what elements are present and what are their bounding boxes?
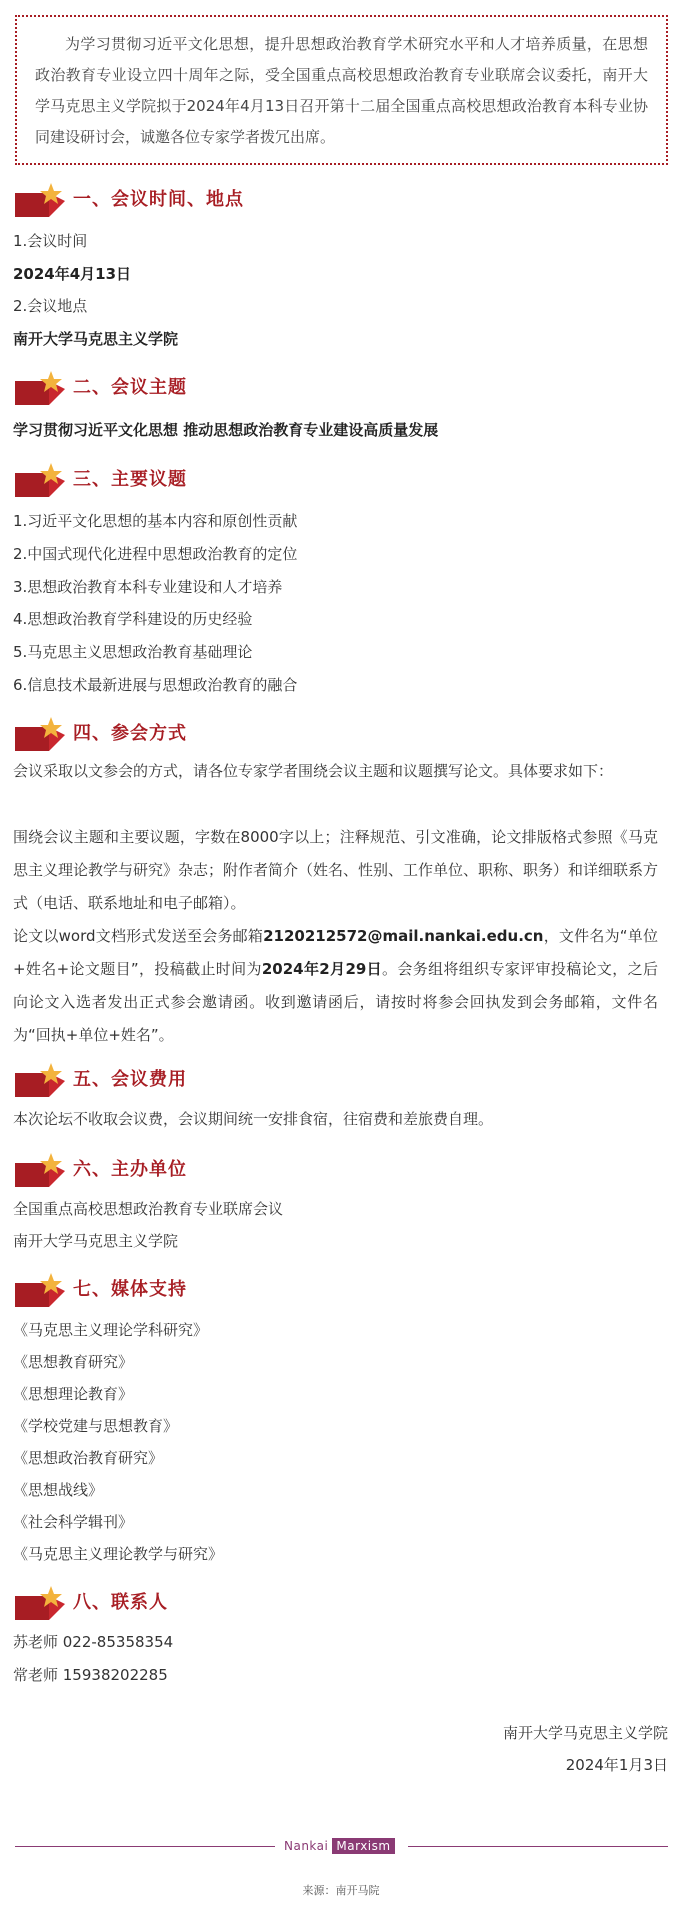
submission-email[interactable]: 2120212572@mail.nankai.edu.cn	[263, 927, 544, 945]
section-title: 一、会议时间、地点	[73, 189, 244, 210]
participation-intro: 会议采取以文参会的方式，请各位专家学者围绕会议主题和议题撰写论文。具体要求如下：	[13, 762, 614, 780]
flag-icon	[15, 369, 65, 407]
topic-item: 6.信息技术最新进展与思想政治教育的融合	[13, 676, 298, 694]
section-6-header	[15, 1145, 668, 1187]
flag-icon	[15, 715, 65, 753]
organizer-item: 南开大学马克思主义学院	[13, 1232, 179, 1250]
intro-box	[15, 15, 668, 165]
submission-text-c: 。会务组将组织专家评审投稿论文，之后向论文入选者发出正式参会邀请函。收到邀请函后，请按时将参会回执发到会务邮箱，文件名为“回执+单位+姓名”。	[13, 960, 658, 1044]
section-title: 八、联系人	[73, 1592, 168, 1613]
meeting-time-value: 2024年4月13日	[13, 265, 132, 283]
section-2-header	[15, 363, 668, 405]
meeting-place-value: 南开大学马克思主义学院	[13, 330, 179, 348]
paper-requirements: 围绕会议主题和主要议题，字数在8000字以上；注释规范、引文准确，论文排版格式参照《马克思主义理论教学与研究》杂志；附作者简介（姓名、性别、工作单位、职称、职务）和详细联系方式（电话、联系地址和电子邮箱）。	[13, 828, 659, 912]
meeting-theme: 学习贯彻习近平文化思想 推动思想政治教育专业建设高质量发展	[13, 421, 439, 439]
section-title: 四、参会方式	[73, 723, 187, 744]
flag-icon	[15, 1151, 65, 1189]
footer-brand-marxism: Marxism	[332, 1838, 394, 1854]
meeting-place-label: 2.会议地点	[13, 297, 88, 315]
topic-item: 1.习近平文化思想的基本内容和原创性贡献	[13, 512, 298, 530]
section-3-header	[15, 455, 668, 497]
journal-item: 《社会科学辑刊》	[13, 1513, 134, 1531]
topic-item: 4.思想政治教育学科建设的历史经验	[13, 610, 253, 628]
topic-item: 3.思想政治教育本科专业建设和人才培养	[13, 578, 283, 596]
section-title: 六、主办单位	[73, 1159, 187, 1180]
footer-divider-right	[408, 1846, 668, 1847]
section-1-header	[15, 175, 668, 217]
footer-divider-left	[15, 1846, 275, 1847]
submission-deadline: 2024年2月29日	[261, 960, 383, 978]
meeting-time-label: 1.会议时间	[13, 232, 88, 250]
section-title: 三、主要议题	[73, 469, 187, 490]
section-title: 五、会议费用	[73, 1069, 187, 1090]
footer-brand	[280, 1837, 395, 1855]
section-title: 七、媒体支持	[73, 1279, 187, 1300]
intro-paragraph: 为学习贯彻习近平文化思想，提升思想政治教育学术研究水平和人才培养质量，在思想政治教育专业设立四十周年之际，受全国重点高校思想政治教育专业联席会议委托，南开大学马克思主义学院拟于2024年4月13日召开第十二届全国重点高校思想政治教育本科专业协同建设研讨会，诚邀各位专家学者拨冗出席。	[35, 35, 648, 146]
section-4-header	[15, 709, 668, 751]
contact-item: 苏老师 022-85358354	[13, 1633, 174, 1651]
section-5-header	[15, 1055, 668, 1097]
organizer-item: 全国重点高校思想政治教育专业联席会议	[13, 1200, 284, 1218]
contact-item: 常老师 15938202285	[13, 1666, 168, 1684]
journal-item: 《马克思主义理论教学与研究》	[13, 1545, 224, 1563]
flag-icon	[15, 1061, 65, 1099]
journal-item: 《马克思主义理论学科研究》	[13, 1321, 209, 1339]
flag-icon	[15, 1584, 65, 1622]
journal-item: 《思想战线》	[13, 1481, 104, 1499]
journal-item: 《思想教育研究》	[13, 1353, 134, 1371]
flag-icon	[15, 1271, 65, 1309]
journal-item: 《学校党建与思想教育》	[13, 1417, 179, 1435]
journal-item: 《思想政治教育研究》	[13, 1449, 164, 1467]
signature-org: 南开大学马克思主义学院	[502, 1724, 668, 1742]
section-title: 二、会议主题	[73, 377, 187, 398]
section-8-header	[15, 1578, 668, 1620]
section-7-header	[15, 1265, 668, 1307]
fee-text: 本次论坛不收取会议费，会议期间统一安排食宿，往宿费和差旅费自理。	[13, 1110, 494, 1128]
journal-item: 《思想理论教育》	[13, 1385, 134, 1403]
signature-date: 2024年1月3日	[565, 1756, 668, 1774]
footer-brand-nankai: Nankai	[284, 1839, 329, 1853]
topic-item: 2.中国式现代化进程中思想政治教育的定位	[13, 545, 298, 563]
source-text: 来源：南开马院	[302, 1884, 380, 1897]
submission-instructions	[13, 920, 658, 1052]
topic-item: 5.马克思主义思想政治教育基础理论	[13, 643, 253, 661]
flag-icon	[15, 461, 65, 499]
flag-icon	[15, 181, 65, 219]
submission-text-b: ，文件名为“单位+姓名+论文题目”，投稿截止时间为	[13, 927, 658, 978]
submission-text-a: 论文以word文档形式发送至会务邮箱	[13, 927, 264, 945]
